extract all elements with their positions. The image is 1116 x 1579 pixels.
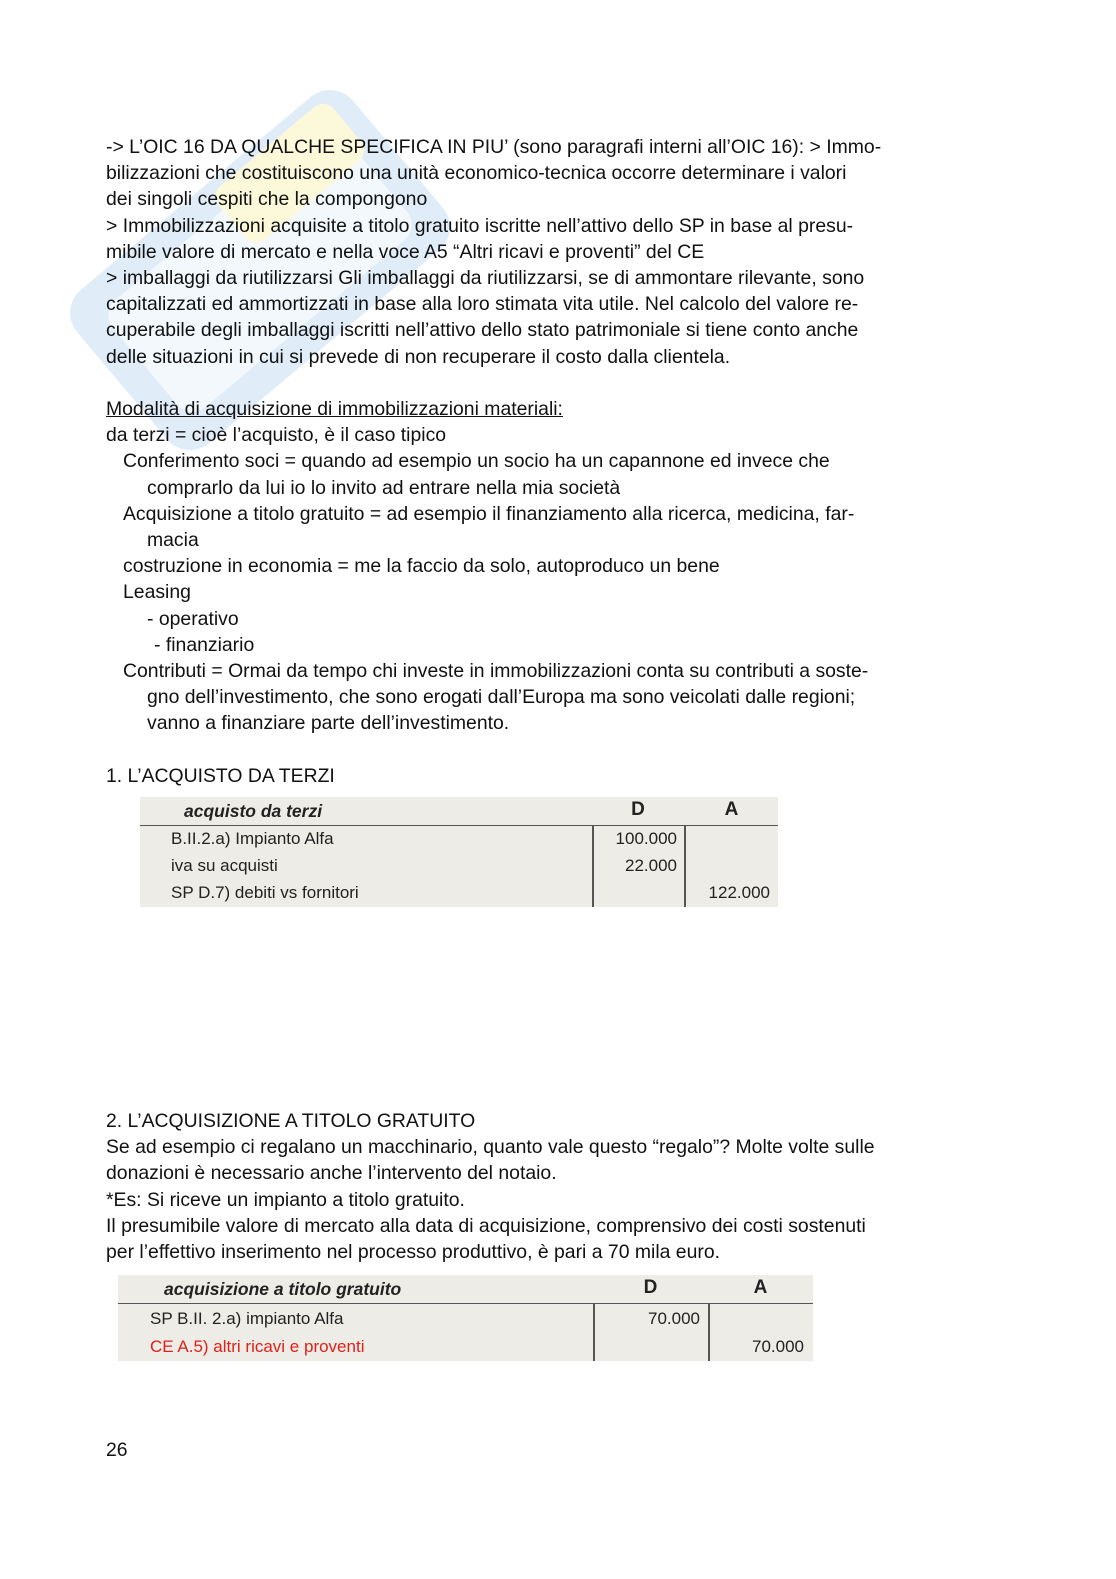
table-row-dare: 70.000	[648, 1309, 700, 1328]
table-row-label: iva su acquisti	[171, 856, 278, 875]
modalita-da-terzi: da terzi = cioè l’acquisto, è il caso tipico	[106, 424, 447, 447]
intro-line: capitalizzati ed ammortizzati in base alla loro stimata vita utile. Nel calcolo del valore re-	[106, 293, 859, 316]
intro-line: mibile valore di mercato e nella voce A5 “Altri ricavi e proventi” del CE	[106, 240, 705, 263]
table-header	[140, 797, 778, 826]
modalita-conferimento-cont: comprarlo da lui io lo invito ad entrare nella mia società	[147, 476, 621, 499]
column-dare: D	[643, 1277, 658, 1298]
intro-line: > imballaggi da riutilizzarsi Gli imballaggi da riutilizzarsi, se di ammontare rilevante, sono	[106, 267, 865, 290]
section-2-line: per l’effettivo inserimento nel processo produttivo, è pari a 70 mila euro.	[106, 1241, 721, 1264]
table-row-dare: 100.000	[615, 829, 677, 848]
table-row-dare: 22.000	[625, 856, 677, 875]
intro-line: cuperabile degli imballaggi iscritti nell’attivo dello stato patrimoniale si tiene conto anche	[106, 319, 859, 342]
modalita-gratuito: Acquisizione a titolo gratuito = ad esempio il finanziamento alla ricerca, medicina, far-	[123, 502, 855, 525]
intro-line: > Immobilizzazioni acquisite a titolo gratuito iscritte nell’attivo dello SP in base al presu-	[106, 214, 854, 237]
modalita-costruzione: costruzione in economia = me la faccio da solo, autoproduco un bene	[123, 555, 720, 578]
modalita-leasing: Leasing	[123, 581, 191, 604]
table-title: acquisto da terzi	[184, 801, 323, 821]
table-row-label: SP B.II. 2.a) impianto Alfa	[150, 1309, 344, 1328]
intro-line: delle situazioni in cui si prevede di non recuperare il costo dalla clientela.	[106, 345, 731, 368]
modalita-contributi-cont: gno dell’investimento, che sono erogati dall’Europa ma sono veicolati dalle regioni;	[147, 686, 856, 709]
column-dare: D	[631, 799, 645, 820]
page-number: 26	[106, 1439, 128, 1461]
section-2-line: Il presumibile valore di mercato alla data di acquisizione, comprensivo dei costi sostenuti	[106, 1214, 866, 1237]
intro-line: bilizzazioni che costituiscono una unità economico-tecnica occorre determinare i valori	[106, 162, 847, 185]
table-row-avere: 70.000	[752, 1337, 804, 1356]
intro-line: dei singoli cespiti che la compongono	[106, 188, 428, 211]
modalita-section	[106, 396, 1016, 737]
intro-line: -> L’OIC 16 DA QUALCHE SPECIFICA IN PIU’ (sono paragrafi interni all’OIC 16): > Immo-	[106, 136, 882, 158]
modalita-title: Modalità di acquisizione di immobilizzazioni materiali:	[106, 398, 563, 420]
column-avere: A	[753, 1277, 768, 1298]
modalita-conferimento: Conferimento soci = quando ad esempio un socio ha un capannone ed invece che	[123, 450, 830, 473]
table-row-label: B.II.2.a) Impianto Alfa	[171, 829, 334, 848]
section-1-heading: 1. L’ACQUISTO DA TERZI	[106, 765, 335, 787]
journal-table-gratuito	[118, 1275, 813, 1361]
table-row-avere: 122.000	[708, 883, 770, 902]
intro-paragraph	[106, 134, 1016, 370]
table-row-label-revenue: CE A.5) altri ricavi e proventi	[150, 1337, 365, 1356]
modalita-contributi: Contributi = Ormai da tempo chi investe in immobilizzazioni conta su contributi a soste-	[123, 660, 869, 683]
table-row-label: SP D.7) debiti vs fornitori	[171, 883, 359, 902]
journal-table-acquisto	[140, 797, 778, 907]
section-2-heading: 2. L’ACQUISIZIONE A TITOLO GRATUITO	[106, 1110, 476, 1132]
leasing-finanziario: - finanziario	[154, 633, 255, 656]
section-2	[106, 1108, 1016, 1265]
leasing-operativo: - operativo	[147, 607, 239, 630]
section-2-line: Se ad esempio ci regalano un macchinario, quanto vale questo “regalo”? Molte volte sulle	[106, 1136, 875, 1159]
section-2-line: *Es: Si riceve un impianto a titolo gratuito.	[106, 1188, 465, 1211]
table-title: acquisizione a titolo gratuito	[164, 1279, 402, 1299]
table-header	[118, 1275, 813, 1304]
modalita-contributi-cont: vanno a finanziare parte dell’investimento.	[147, 712, 510, 735]
modalita-gratuito-cont: macia	[147, 529, 199, 552]
section-2-line: donazioni è necessario anche l’intervento del notaio.	[106, 1162, 557, 1185]
column-avere: A	[724, 799, 739, 820]
